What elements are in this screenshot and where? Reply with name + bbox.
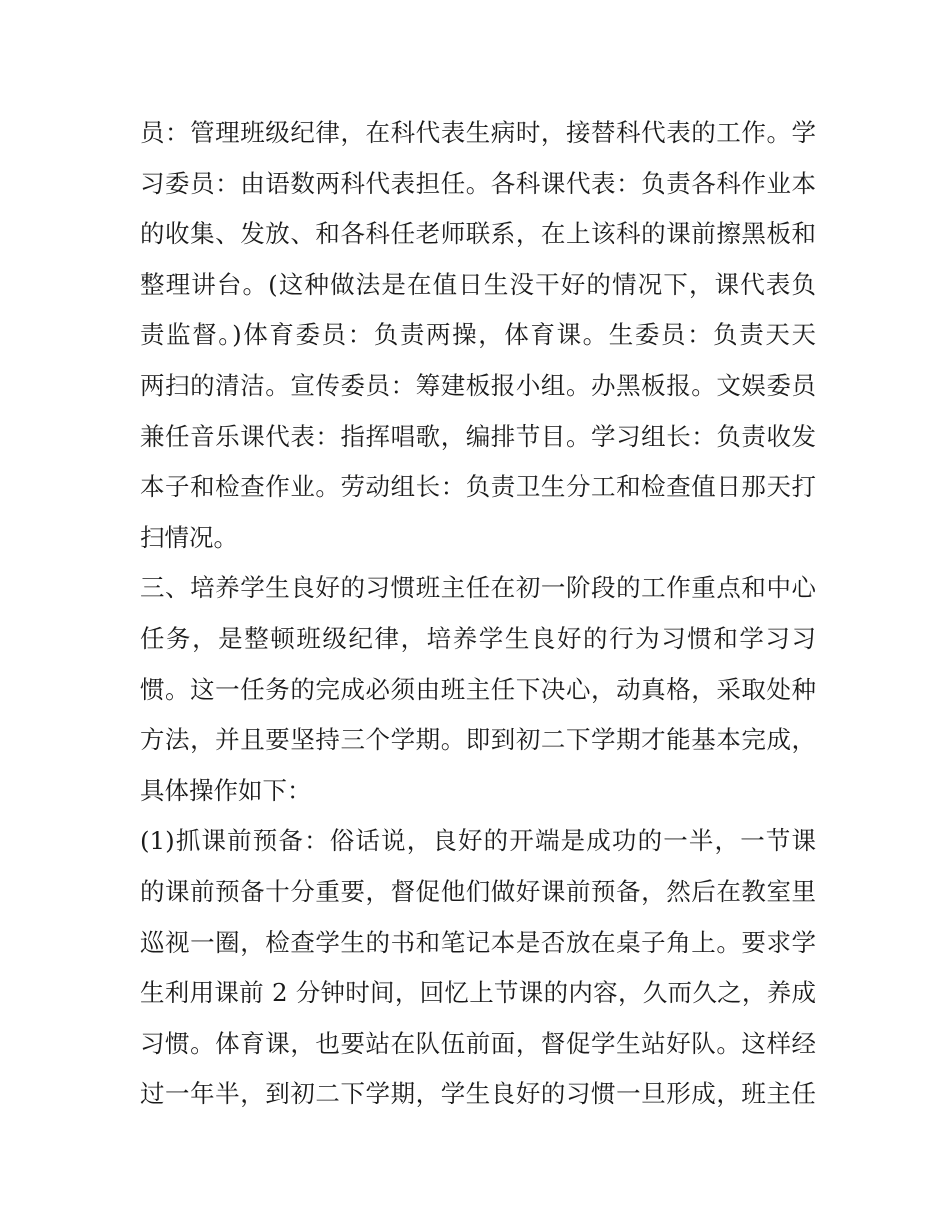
document-body xyxy=(140,108,816,1120)
text-line: 整理讲台。(这种做法是在值日生没干好的情况下，课代表负 xyxy=(140,269,816,299)
text-line: 生利用课前 2 分钟时间，回忆上节课的内容，久而久之，养成 xyxy=(140,978,816,1008)
paragraph-item-one xyxy=(140,816,816,1120)
text-line: 责监督。)体育委员：负责两操，体育课。生委员：负责天天 xyxy=(140,320,816,350)
text-line: 过一年半，到初二下学期，学生良好的习惯一旦形成，班主任 xyxy=(140,1079,816,1109)
section-heading-line: 三、培养学生良好的习惯班主任在初一阶段的工作重点和中心 xyxy=(140,573,816,603)
text-line: 兼任音乐课代表：指挥唱歌，编排节目。学习组长：负责收发 xyxy=(140,421,816,451)
text-line: 具体操作如下： xyxy=(140,775,312,805)
text-line: 两扫的清洁。宣传委员：筹建板报小组。办黑板报。文娱委员 xyxy=(140,370,816,400)
text-line: 惯。这一任务的完成必须由班主任下决心，动真格，采取处种 xyxy=(140,674,816,704)
text-line: 员：管理班级纪律，在科代表生病时，接替科代表的工作。学 xyxy=(140,118,816,147)
paragraph-class-roles xyxy=(140,108,816,563)
text-line: 巡视一圈，检查学生的书和笔记本是否放在桌子角上。要求学 xyxy=(140,927,816,957)
paragraph-section-three xyxy=(140,563,816,816)
text-line: 本子和检查作业。劳动组长：负责卫生分工和检查值日那天打 xyxy=(140,472,816,502)
text-line: 习惯。体育课，也要站在队伍前面，督促学生站好队。这样经 xyxy=(140,1028,816,1058)
text-line: 任务，是整顿班级纪律，培养学生良好的行为习惯和学习习 xyxy=(140,623,816,653)
text-line: 扫情况。 xyxy=(140,522,238,552)
text-line: 的收集、发放、和各科任老师联系，在上该科的课前擦黑板和 xyxy=(140,219,816,249)
text-line: (1)抓课前预备：俗话说，良好的开端是成功的一半，一节课 xyxy=(140,826,816,856)
text-line: 方法，并且要坚持三个学期。即到初二下学期才能基本完成， xyxy=(140,725,816,755)
text-line: 习委员：由语数两科代表担任。各科课代表：负责各科作业本 xyxy=(140,168,816,198)
text-line: 的课前预备十分重要，督促他们做好课前预备，然后在教室里 xyxy=(140,876,816,906)
